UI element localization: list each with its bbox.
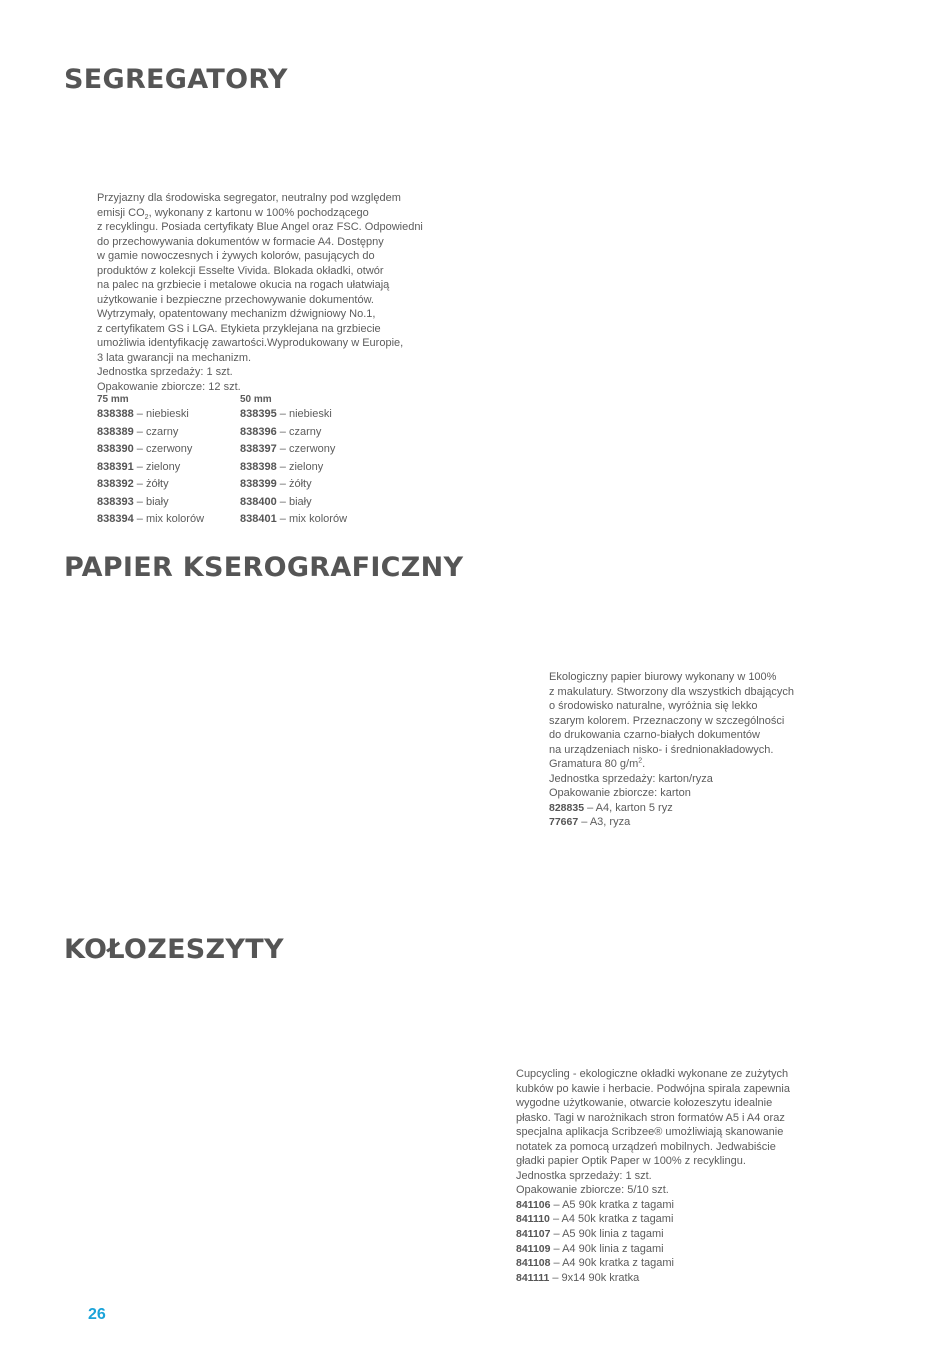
code-row bbox=[240, 494, 390, 512]
code-column-75mm bbox=[97, 394, 247, 529]
product-code: 841106 bbox=[516, 1198, 551, 1211]
column-header: 50 mm bbox=[240, 394, 272, 405]
product-label: – czerwony bbox=[279, 443, 336, 455]
product-code: 841109 bbox=[516, 1242, 551, 1255]
product-label: – A3, ryza bbox=[581, 816, 631, 829]
product-label: – czarny bbox=[136, 425, 179, 438]
product-code: 838394 bbox=[97, 513, 134, 525]
product-label: – A4, karton 5 ryz bbox=[587, 801, 673, 814]
product-code: 838395 bbox=[240, 408, 277, 420]
code-row bbox=[549, 815, 829, 830]
product-label: – biały bbox=[279, 495, 312, 508]
segregatory-unit: Jednostka sprzedaży: 1 szt. bbox=[97, 366, 233, 378]
code-row bbox=[97, 459, 247, 477]
product-label: – A5 90k kratka z tagami bbox=[553, 1198, 674, 1211]
code-row bbox=[97, 441, 247, 459]
product-code: 838400 bbox=[240, 495, 277, 508]
product-label: – zielony bbox=[279, 460, 324, 473]
product-label: – czerwony bbox=[136, 443, 193, 455]
papier-unit: Jednostka sprzedaży: karton/ryza bbox=[549, 772, 713, 785]
code-row bbox=[97, 424, 247, 442]
code-row bbox=[516, 1256, 826, 1271]
product-code: 77667 bbox=[549, 816, 579, 829]
page-number: 26 bbox=[88, 1306, 106, 1323]
product-label: – A5 90k linia z tagami bbox=[553, 1227, 664, 1240]
product-label: – mix kolorów bbox=[279, 513, 348, 525]
code-row bbox=[240, 476, 390, 494]
product-code: 841110 bbox=[516, 1213, 550, 1226]
code-row bbox=[516, 1227, 826, 1242]
product-code: 838391 bbox=[97, 460, 134, 473]
code-row bbox=[240, 459, 390, 477]
product-code: 838399 bbox=[240, 478, 277, 490]
papier-description bbox=[549, 670, 829, 830]
papier-desc-part2: . bbox=[642, 758, 646, 770]
segregatory-pack: Opakowanie zbiorcze: 12 szt. bbox=[97, 380, 241, 393]
code-column-50mm bbox=[240, 394, 390, 529]
product-code: 838392 bbox=[97, 478, 134, 490]
code-row bbox=[516, 1198, 826, 1213]
papier-pack: Opakowanie zbiorcze: karton bbox=[549, 787, 691, 799]
section-title-papier: PAPIER KSEROGRAFICZNY bbox=[64, 552, 464, 583]
product-code: 841111 bbox=[516, 1271, 550, 1284]
kolozeszyty-desc: Cupcycling - ekologiczne okładki wykonane ze zużytych kubków po kawie i herbacie. Podwójna spirala zapewnia wygodne użytkowanie, otwarcie kołozeszytu idealnie płasko. Tagi w narożnikach stron formatów A5 i A4 oraz specjalna aplikacja Scribzee® umożliwiają skanowanie notatek za pomocą urządzeń mobilnych. Jedwabiście gładki papier Optik Paper w 100% z recyklingu. bbox=[516, 1068, 790, 1167]
kolozeszyty-description bbox=[516, 1067, 826, 1286]
code-row bbox=[240, 441, 390, 459]
product-code: 828835 bbox=[549, 801, 585, 814]
product-label: – A4 90k linia z tagami bbox=[553, 1242, 664, 1255]
product-code: 838401 bbox=[240, 513, 277, 525]
product-code: 838393 bbox=[97, 495, 134, 508]
product-label: – A4 50k kratka z tagami bbox=[552, 1213, 674, 1226]
product-code: 838390 bbox=[97, 443, 134, 455]
product-label: – niebieski bbox=[136, 408, 189, 420]
section-title-kolozeszyty: KOŁOZESZYTY bbox=[64, 934, 284, 965]
column-header: 75 mm bbox=[97, 394, 129, 405]
code-row bbox=[240, 424, 390, 442]
product-label: – biały bbox=[136, 495, 169, 508]
product-label: – czarny bbox=[279, 425, 322, 438]
product-code: 838397 bbox=[240, 443, 277, 455]
code-row bbox=[97, 511, 247, 529]
co2-subscript: 2 bbox=[144, 213, 149, 221]
product-label: – A4 90k kratka z tagami bbox=[553, 1257, 674, 1270]
code-row bbox=[97, 406, 247, 424]
kolozeszyty-pack: Opakowanie zbiorcze: 5/10 szt. bbox=[516, 1184, 669, 1196]
product-code: 838396 bbox=[240, 425, 277, 438]
product-label: – żółty bbox=[279, 478, 312, 490]
product-code: 838398 bbox=[240, 460, 277, 473]
segregatory-code-table bbox=[97, 394, 417, 534]
kolozeszyty-unit: Jednostka sprzedaży: 1 szt. bbox=[516, 1169, 652, 1182]
product-code: 841108 bbox=[516, 1257, 551, 1270]
product-label: – żółty bbox=[136, 478, 169, 490]
product-label: – zielony bbox=[136, 460, 181, 473]
product-code: 838389 bbox=[97, 425, 134, 438]
code-row bbox=[97, 494, 247, 512]
section-title-segregatory: SEGREGATORY bbox=[64, 64, 288, 95]
segregatory-desc-part2: , wykonany z kartonu w 100% pochodzącego z recyklingu. Posiada certyfikaty Blue Angel oraz FSC. Odpowiedni do przechowywania dokumentów w formacie A4. Dostępny w gamie nowoczesnych i żywych kolorów, pasujących do produktów z kolekcji Esselte Vivida. Blokada okładki, otwór na palec na grzbiecie i metalowe okucia na rogach ułatwiają użytkowanie i bezpieczne przechowywanie dokumentów. Wytrzymały, opatentowany mechanizm dźwigniowy No.1, z certyfikatem GS i LGA. Etykieta przyklejana na grzbiecie umożliwia identyfikację zawartości.Wyprodukowany w Europie, 3 lata gwarancji na mechanizm. bbox=[97, 206, 423, 364]
code-row bbox=[240, 406, 390, 424]
code-row bbox=[549, 801, 829, 816]
m2-superscript: 2 bbox=[638, 757, 643, 765]
product-label: – mix kolorów bbox=[136, 513, 205, 525]
papier-desc-part1: Ekologiczny papier biurowy wykonany w 100% z makulatury. Stworzony dla wszystkich dbających o środowisko naturalne, wyróżnia się lekko szarym kolorem. Przeznaczony w szczególności do drukowania czarno-białych dokumentów na urządzeniach nisko- i średnionakładowych. Gramatura 80 g/m bbox=[549, 671, 794, 770]
segregatory-description bbox=[97, 191, 457, 394]
product-label: – 9x14 90k kratka bbox=[552, 1271, 640, 1284]
segregatory-desc-part1: Przyjazny dla środowiska segregator, neutralny pod względem emisji CO bbox=[97, 192, 401, 219]
code-row bbox=[516, 1212, 826, 1227]
product-code: 841107 bbox=[516, 1227, 551, 1240]
code-row bbox=[516, 1271, 826, 1286]
product-label: – niebieski bbox=[279, 408, 332, 420]
code-row bbox=[516, 1242, 826, 1257]
code-row bbox=[97, 476, 247, 494]
product-code: 838388 bbox=[97, 408, 134, 420]
code-row bbox=[240, 511, 390, 529]
